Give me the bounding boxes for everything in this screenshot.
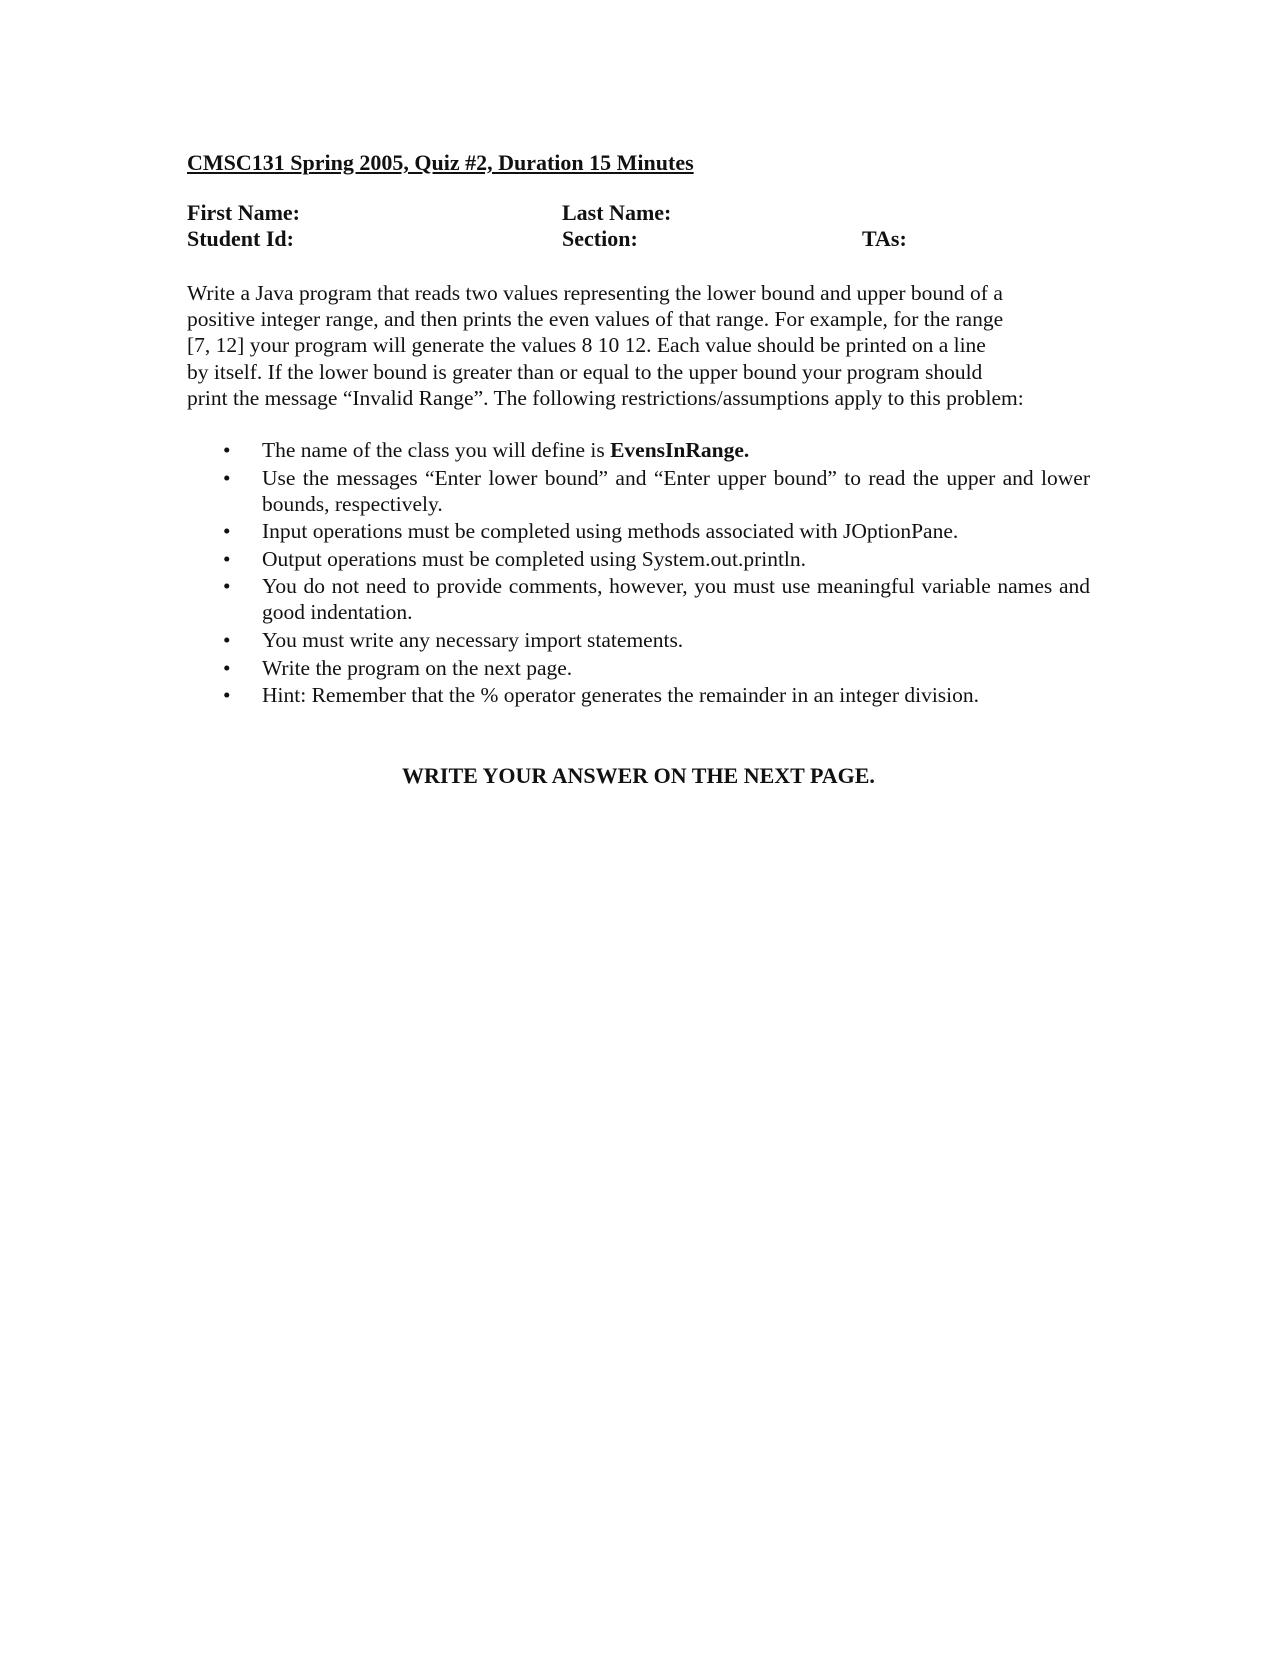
last-name-label: Last Name: <box>562 200 672 225</box>
field-row-ids <box>187 226 1090 252</box>
quiz-title: CMSC131 Spring 2005, Quiz #2, Duration 15 Minutes <box>187 150 694 175</box>
restriction-item <box>187 573 1090 625</box>
restriction-text: You must write any necessary import statements. <box>262 627 684 652</box>
restrictions-list <box>187 437 1090 708</box>
quiz-page <box>187 148 1090 790</box>
field-row-names <box>187 200 1090 226</box>
restriction-item <box>187 682 1090 708</box>
problem-line-5: print the message “Invalid Range”. The following restrictions/assumptions apply to this problem: <box>187 385 1024 410</box>
restriction-item <box>187 627 1090 653</box>
restriction-text: Hint: Remember that the % operator generates the remainder in an integer division. <box>262 683 980 708</box>
restriction-item <box>187 546 1090 572</box>
bullet-icon: • <box>223 655 231 680</box>
restriction-text: Input operations must be completed using methods associated with JOptionPane. <box>262 519 959 544</box>
answer-instruction: WRITE YOUR ANSWER ON THE NEXT PAGE. <box>402 763 875 789</box>
restriction-text: Use the messages “Enter lower bound” and “Enter upper bound” to read the upper and lower bounds, respectively. <box>262 465 1090 516</box>
problem-line-1: Write a Java program that reads two values representing the lower bound and upper bound of a <box>187 281 1003 305</box>
student-info-fields <box>187 200 1090 252</box>
first-name-label: First Name: <box>187 200 301 225</box>
restriction-text: Output operations must be completed using System.out.println. <box>262 546 807 571</box>
restriction-text: You do not need to provide comments, however, you must use meaningful variable names and good indentation. <box>262 574 1090 625</box>
bullet-icon: • <box>223 627 231 652</box>
bullet-icon: • <box>223 438 231 463</box>
bullet-icon: • <box>223 519 231 544</box>
bullet-icon: • <box>223 574 231 599</box>
restriction-item <box>187 655 1090 681</box>
restriction-item <box>187 518 1090 544</box>
bullet-icon: • <box>223 546 231 571</box>
bullet-icon: • <box>223 465 231 490</box>
restriction-text: The name of the class you will define is <box>262 438 611 463</box>
restriction-text: Write the program on the next page. <box>262 655 573 680</box>
problem-line-2: positive integer range, and then prints the even values of that range. For example, for the range <box>187 307 1004 332</box>
bullet-icon: • <box>223 683 231 708</box>
restriction-item <box>187 437 1090 463</box>
problem-line-4: by itself. If the lower bound is greater than or equal to the upper bound your program should <box>187 359 983 384</box>
section-label: Section: <box>562 226 638 251</box>
problem-line-3: [7, 12] your program will generate the values 8 10 12. Each value should be printed on a line <box>187 333 986 358</box>
restriction-item <box>187 465 1090 517</box>
student-id-label: Student Id: <box>187 226 294 251</box>
problem-statement <box>187 280 1090 411</box>
class-name: EvensInRange. <box>610 438 750 463</box>
tas-label: TAs: <box>862 226 907 251</box>
